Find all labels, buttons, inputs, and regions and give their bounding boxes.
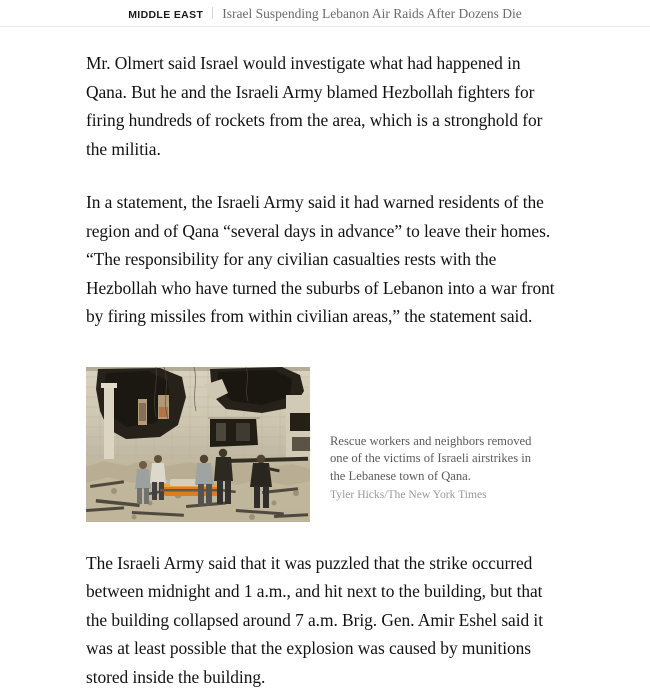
section-kicker[interactable]: MIDDLE EAST bbox=[128, 10, 203, 21]
article-paragraph-3: The Israeli Army said that it was puzzled that the strike occurred between midnight and 1 a.m., and hit next to the building, but that the building collapsed around 7 a.m. Brig. Gen. Amir Eshel said it was at least possible that the explosion was caused by munitions stored inside the building. bbox=[86, 549, 564, 691]
article-header-title[interactable]: Israel Suspending Lebanon Air Raids After Dozens Die bbox=[222, 7, 522, 21]
bombed-building-photo-illustration bbox=[86, 367, 310, 522]
article-body bbox=[0, 49, 650, 691]
figure-caption-block bbox=[330, 367, 535, 504]
page-header bbox=[0, 0, 650, 27]
figure-credit: Tyler Hicks/The New York Times bbox=[330, 487, 535, 503]
figure-caption-text: Rescue workers and neighbors removed one of the victims of Israeli airstrikes in the Lebanese town of Qana. bbox=[330, 433, 535, 486]
article-paragraph-2: In a statement, the Israeli Army said it had warned residents of the region and of Qana “several days in advance” to leave their homes. “The responsibility for any civilian casualties rests with the Hezbollah who have turned the suburbs of Lebanon into a war front by firing missiles from within civilian areas,” the statement said. bbox=[86, 188, 564, 331]
article-paragraph-1: Mr. Olmert said Israel would investigate what had happened in Qana. But he and the Israeli Army blamed Hezbollah fighters for firing hundreds of rockets from the area, which is a stronghold for the militia. bbox=[86, 49, 564, 163]
header-inner bbox=[128, 6, 522, 21]
header-divider bbox=[212, 7, 213, 19]
article-figure bbox=[86, 367, 564, 522]
figure-photo bbox=[86, 367, 310, 522]
